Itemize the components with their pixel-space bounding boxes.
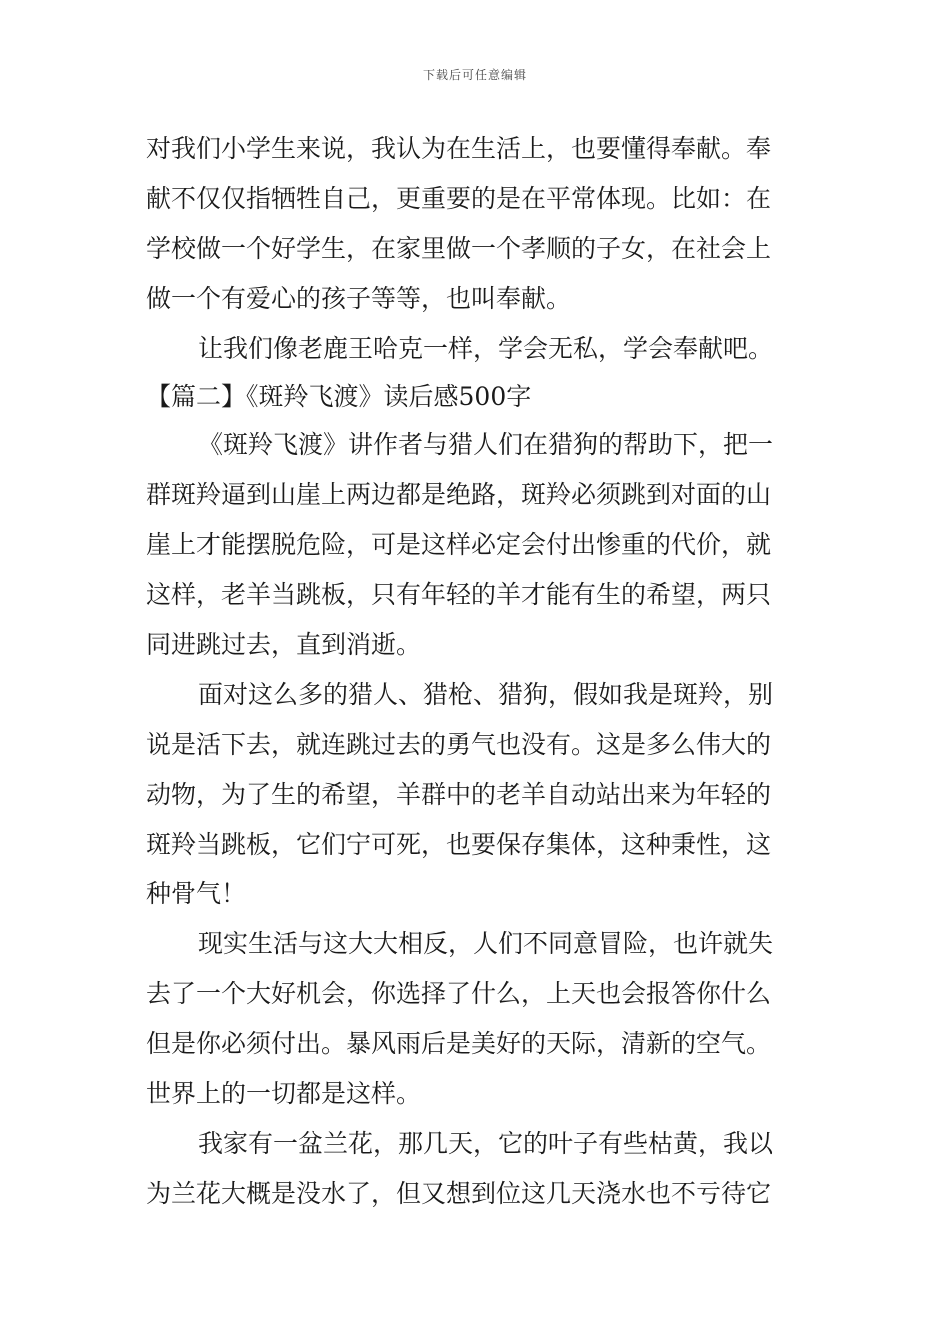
text-line: 斑羚当跳板，它们宁可死，也要保存集体，这种秉性，这 <box>146 829 772 859</box>
section-heading: 【篇二】《斑羚飞渡》读后感500字 <box>146 382 532 412</box>
text-line: 为兰花大概是没水了，但又想到位这几天浇水也不亏待它 <box>146 1178 772 1208</box>
text-line: 做一个有爱心的孩子等等，也叫奉献。 <box>146 283 572 313</box>
text-line: 同进跳过去，直到消逝。 <box>146 630 422 660</box>
text-line: 学校做一个好学生，在家里做一个孝顺的子女，在社会上 <box>146 233 772 263</box>
text-line: 现实生活与这大大相反，人们不同意冒险，也许就失 <box>198 929 774 959</box>
text-line: 群斑羚逼到山崖上两边都是绝路，斑羚必须跳到对面的山 <box>146 480 772 510</box>
text-line: 面对这么多的猎人、猎枪、猎狗，假如我是斑羚，别 <box>198 679 774 709</box>
document-body <box>146 124 808 1219</box>
text-line: 对我们小学生来说，我认为在生活上，也要懂得奉献。奉 <box>146 134 772 163</box>
text-line: 说是活下去，就连跳过去的勇气也没有。这是多么伟大的 <box>146 729 772 759</box>
text-line: 种骨气！ <box>146 879 247 909</box>
text-line: 我家有一盆兰花，那几天，它的叶子有些枯黄，我以 <box>198 1128 774 1158</box>
text-line: 献不仅仅指牺牲自己，更重要的是在平常体现。比如：在 <box>146 183 772 213</box>
text-line: 崖上才能摆脱危险，可是这样必定会付出惨重的代价，就 <box>146 530 772 560</box>
text-line: 去了一个大好机会，你选择了什么，上天也会报答你什么 <box>146 979 772 1009</box>
text-line: 但是你必须付出。暴风雨后是美好的天际，清新的空气。 <box>146 1029 772 1059</box>
text-line: 这样，老羊当跳板，只有年轻的羊才能有生的希望，两只 <box>146 580 772 610</box>
text-line: 动物，为了生的希望，羊群中的老羊自动站出来为年轻的 <box>146 779 772 809</box>
text-line: 世界上的一切都是这样。 <box>146 1079 422 1109</box>
page-header: 下载后可任意编辑 <box>422 68 527 82</box>
text-line: 《斑羚飞渡》讲作者与猎人们在猎狗的帮助下，把一 <box>198 430 774 460</box>
text-line: 让我们像老鹿王哈克一样，学会无私，学会奉献吧。 <box>198 333 774 363</box>
